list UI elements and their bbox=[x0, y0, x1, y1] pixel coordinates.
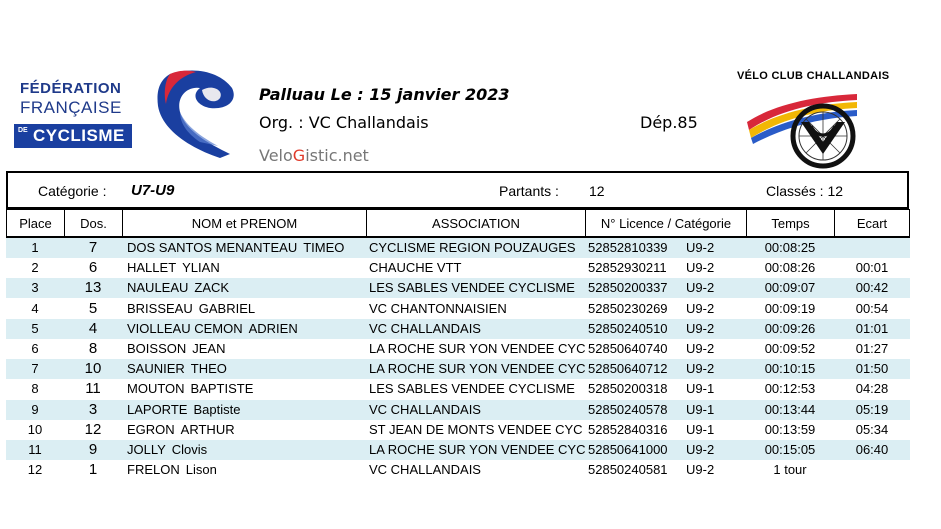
last-name: NAULEAU bbox=[127, 280, 189, 296]
dossard-cell: 4 bbox=[88, 319, 98, 337]
licence-cell: 52852840316 bbox=[588, 421, 668, 437]
first-name: Clovis bbox=[171, 442, 208, 457]
association-cell: LA ROCHE SUR YON VENDEE CYC bbox=[369, 361, 585, 377]
association-cell: LES SABLES VENDEE CYCLISME bbox=[369, 280, 575, 296]
gap-cell: 01:27 bbox=[855, 341, 889, 356]
ffc-logo-line1: FÉDÉRATION bbox=[20, 80, 122, 97]
category-cell: U9-2 bbox=[686, 240, 715, 255]
name-cell bbox=[127, 361, 367, 376]
licence-cell: 52850240510 bbox=[588, 320, 668, 336]
place-cell: 8 bbox=[31, 381, 39, 397]
place-cell: 7 bbox=[31, 361, 39, 377]
name-cell bbox=[127, 280, 367, 295]
licence-cell: 52850640712 bbox=[588, 361, 668, 377]
dossard-cell: 1 bbox=[88, 461, 98, 479]
place-cell: 10 bbox=[27, 421, 43, 437]
dossard-cell: 10 bbox=[84, 360, 102, 378]
time-cell: 00:09:19 bbox=[764, 300, 816, 316]
velogistic-part-a: Velo bbox=[259, 146, 293, 165]
time-cell: 00:12:53 bbox=[764, 381, 816, 397]
dossard-cell: 13 bbox=[84, 279, 102, 297]
velogistic-part-b: G bbox=[292, 146, 306, 165]
licence-cell: 52850641000 bbox=[588, 442, 668, 457]
dossard-cell: 9 bbox=[88, 441, 98, 458]
licence-cell: 52850640740 bbox=[588, 341, 668, 356]
association-cell: VC CHALLANDAIS bbox=[369, 320, 481, 336]
partants-value: 12 bbox=[589, 183, 605, 199]
event-place-date: Palluau Le : 15 janvier 2023 bbox=[259, 85, 510, 104]
time-cell: 00:10:15 bbox=[764, 361, 816, 377]
dossard-cell: 8 bbox=[88, 340, 98, 357]
first-name: ZACK bbox=[194, 280, 230, 296]
time-cell: 00:08:26 bbox=[764, 260, 816, 276]
table-row bbox=[6, 278, 910, 298]
table-header bbox=[6, 209, 910, 237]
first-name: TIMEO bbox=[303, 240, 345, 255]
place-cell: 9 bbox=[31, 401, 39, 417]
name-cell bbox=[127, 462, 367, 477]
licence-cell: 52850200318 bbox=[588, 381, 668, 397]
category-cell: U9-2 bbox=[686, 280, 715, 296]
last-name: BRISSEAU bbox=[127, 300, 193, 316]
ffc-swoosh-icon bbox=[140, 66, 240, 162]
last-name: BOISSON bbox=[127, 341, 187, 356]
dossard-cell: 3 bbox=[88, 400, 98, 418]
category-cell: U9-2 bbox=[686, 260, 715, 276]
gap-cell: 05:34 bbox=[855, 421, 889, 437]
category-cell: U9-2 bbox=[686, 442, 715, 457]
last-name: HALLET bbox=[127, 260, 177, 276]
category-cell: U9-2 bbox=[686, 361, 715, 377]
first-name: Lison bbox=[185, 462, 217, 478]
association-cell: CHAUCHE VTT bbox=[369, 260, 462, 276]
ffc-logo-line2: FRANÇAISE bbox=[20, 98, 122, 117]
col-dos: Dos. bbox=[64, 209, 123, 237]
category-cell: U9-1 bbox=[686, 421, 715, 437]
licence-cell: 52852930211 bbox=[588, 260, 667, 276]
table-row bbox=[6, 460, 910, 480]
time-cell: 00:15:05 bbox=[764, 442, 816, 457]
time-cell: 00:09:26 bbox=[764, 320, 816, 336]
category-cell: U9-2 bbox=[686, 320, 715, 336]
table-row bbox=[6, 319, 910, 339]
gap-cell: 00:54 bbox=[855, 300, 889, 316]
association-cell: LA ROCHE SUR YON VENDEE CYC bbox=[369, 442, 585, 457]
licence-cell: 52850240578 bbox=[588, 401, 668, 417]
name-cell bbox=[127, 381, 367, 396]
place-cell: 5 bbox=[31, 320, 39, 336]
place-cell: 2 bbox=[31, 260, 39, 276]
first-name: BAPTISTE bbox=[190, 381, 254, 397]
first-name: THEO bbox=[190, 361, 227, 377]
category-cell: U9-1 bbox=[686, 381, 715, 397]
col-place: Place bbox=[6, 209, 65, 237]
place-cell: 12 bbox=[27, 462, 43, 478]
category-cell: U9-2 bbox=[686, 341, 715, 356]
table-row bbox=[6, 359, 910, 379]
velogistic-part-c: istic.net bbox=[305, 146, 369, 165]
name-cell bbox=[127, 442, 367, 457]
dossard-cell: 5 bbox=[88, 299, 98, 317]
association-cell: LES SABLES VENDEE CYCLISME bbox=[369, 381, 575, 397]
gap-cell: 00:42 bbox=[855, 280, 889, 296]
place-cell: 3 bbox=[31, 280, 39, 296]
time-cell: 00:13:59 bbox=[764, 421, 816, 437]
first-name: ADRIEN bbox=[248, 320, 298, 336]
department: Dép.85 bbox=[640, 113, 698, 132]
name-cell bbox=[127, 301, 367, 316]
gap-cell: 00:01 bbox=[855, 260, 889, 276]
first-name: JEAN bbox=[192, 341, 226, 356]
gap-cell: 01:01 bbox=[855, 320, 889, 336]
time-cell: 00:08:25 bbox=[764, 240, 816, 255]
place-cell: 1 bbox=[31, 240, 39, 255]
last-name: DOS SANTOS MENANTEAU bbox=[127, 240, 298, 255]
licence-cell: 52850240581 bbox=[588, 462, 668, 478]
gap-cell: 06:40 bbox=[855, 442, 889, 457]
col-name: NOM et PRENOM bbox=[122, 209, 367, 237]
association-cell: CYCLISME REGION POUZAUGES bbox=[369, 240, 576, 255]
name-cell bbox=[127, 422, 367, 437]
dossard-cell: 7 bbox=[88, 239, 98, 256]
gap-cell: 04:28 bbox=[855, 381, 889, 397]
association-cell: VC CHALLANDAIS bbox=[369, 401, 481, 417]
gap-cell: 05:19 bbox=[855, 401, 889, 417]
table-row bbox=[6, 400, 910, 420]
dossard-cell: 11 bbox=[85, 380, 101, 398]
category-cell: U9-1 bbox=[686, 401, 715, 417]
table-row bbox=[6, 420, 910, 440]
first-name: GABRIEL bbox=[198, 300, 256, 316]
table-row bbox=[6, 238, 910, 258]
ffc-logo-line3: CYCLISME bbox=[33, 126, 125, 145]
vcc-wheel-icon bbox=[745, 82, 863, 172]
dossard-cell: 6 bbox=[88, 259, 98, 277]
organizer: Org. : VC Challandais bbox=[259, 113, 429, 132]
association-cell: LA ROCHE SUR YON VENDEE CYC bbox=[369, 341, 585, 356]
gap-cell: 01:50 bbox=[855, 361, 889, 377]
table-row bbox=[6, 440, 910, 460]
first-name: ARTHUR bbox=[180, 421, 235, 437]
last-name: JOLLY bbox=[127, 442, 166, 457]
name-cell bbox=[127, 240, 367, 255]
last-name: VIOLLEAU CEMON bbox=[127, 320, 243, 336]
name-cell bbox=[127, 402, 367, 417]
last-name: EGRON bbox=[127, 421, 175, 437]
col-licence: N° Licence / Catégorie bbox=[585, 209, 747, 237]
time-cell: 1 tour bbox=[773, 462, 807, 478]
col-ecart: Ecart bbox=[834, 209, 910, 237]
time-cell: 00:09:52 bbox=[764, 341, 816, 356]
category-cell: U9-2 bbox=[686, 462, 715, 478]
name-cell bbox=[127, 260, 367, 275]
time-cell: 00:13:44 bbox=[764, 401, 816, 417]
last-name: FRELON bbox=[127, 462, 180, 478]
name-cell bbox=[127, 321, 367, 336]
association-cell: ST JEAN DE MONTS VENDEE CYC bbox=[369, 421, 583, 437]
last-name: MOUTON bbox=[127, 381, 185, 397]
vcc-logo-title: VÉLO CLUB CHALLANDAIS bbox=[737, 70, 890, 82]
first-name: Baptiste bbox=[193, 401, 241, 417]
last-name: LAPORTE bbox=[127, 401, 188, 417]
table-row bbox=[6, 258, 910, 278]
ffc-logo-de: DE bbox=[18, 127, 28, 134]
place-cell: 11 bbox=[28, 442, 42, 457]
partants-label: Partants : bbox=[499, 183, 559, 199]
licence-cell: 52852810339 bbox=[588, 240, 668, 255]
association-cell: VC CHANTONNAISIEN bbox=[369, 300, 507, 316]
category-label: Catégorie : bbox=[38, 183, 107, 199]
licence-cell: 52850230269 bbox=[588, 300, 668, 316]
velogistic-link[interactable] bbox=[259, 146, 369, 165]
dossard-cell: 12 bbox=[84, 420, 102, 438]
category-cell: U9-2 bbox=[686, 300, 715, 316]
table-row bbox=[6, 339, 910, 359]
table-row bbox=[6, 299, 910, 319]
licence-cell: 52850200337 bbox=[588, 280, 668, 296]
last-name: SAUNIER bbox=[127, 361, 185, 377]
col-association: ASSOCIATION bbox=[366, 209, 586, 237]
table-row bbox=[6, 379, 910, 399]
first-name: YLIAN bbox=[182, 260, 220, 276]
classes-label: Classés : 12 bbox=[766, 183, 844, 199]
place-cell: 4 bbox=[31, 300, 39, 316]
place-cell: 6 bbox=[31, 341, 39, 356]
col-temps: Temps bbox=[746, 209, 835, 237]
association-cell: VC CHALLANDAIS bbox=[369, 462, 481, 478]
time-cell: 00:09:07 bbox=[764, 280, 816, 296]
name-cell bbox=[127, 341, 367, 356]
category-value: U7-U9 bbox=[131, 182, 175, 199]
